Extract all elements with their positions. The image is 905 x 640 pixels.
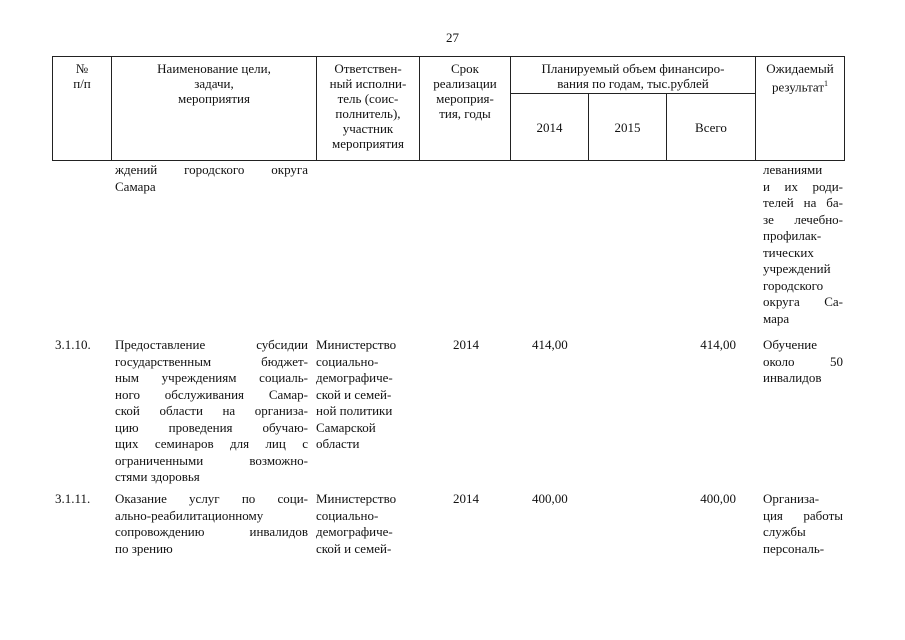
text-line: Министерство [316, 337, 397, 352]
header-2014: 2014 [511, 94, 589, 161]
header-name [112, 57, 317, 161]
text-line: ской и семей- [316, 386, 392, 402]
text-line: Планируемый объем финансиро- [541, 61, 725, 76]
text-line: полнитель), [335, 106, 401, 121]
page-number: 27 [446, 30, 459, 45]
text-line: левaниями [763, 162, 823, 177]
row-name [115, 491, 308, 557]
text-line: ной политики [316, 403, 393, 418]
text-line: ного обслуживания Самар- [115, 386, 308, 402]
header-2015: 2015 [589, 94, 667, 161]
text-line: демографиче- [316, 370, 393, 385]
text-line: ской и семей- [316, 540, 392, 556]
text-line: задачи, [194, 76, 234, 91]
text-line: социально- [316, 353, 379, 369]
header-financing [511, 57, 756, 94]
text-line: мара [763, 310, 790, 326]
text-line: стями здоровья [115, 469, 200, 484]
text-line: мероприятия [177, 91, 250, 106]
row-name [115, 337, 308, 486]
header-num [53, 57, 112, 161]
continued-name [115, 162, 308, 195]
text-line: государственным бюджет- [115, 353, 308, 369]
row-term: 2014 [453, 337, 479, 352]
text-line: учреждений [763, 261, 831, 276]
header-table [52, 56, 845, 161]
row-result [763, 491, 843, 557]
text-line: Срок [451, 61, 479, 76]
text-line: ный исполни- [329, 76, 407, 91]
text-line: инвалидов [763, 370, 822, 385]
text-line: тия, годы [439, 106, 491, 121]
text-line: Наименование цели, [157, 61, 271, 76]
row-responsible [316, 337, 416, 453]
text-line: зе лечебно- [763, 211, 843, 227]
text-line: вания по годам, тыс.рублей [557, 76, 709, 91]
text-line: ально-реабилитационному [115, 507, 264, 523]
text-line: телей на ба- [763, 195, 843, 210]
text-line: ограниченными возможно- [115, 452, 308, 468]
text-line: около 50 [763, 353, 843, 369]
header-result-line: Ожидаемый [766, 61, 834, 76]
row-responsible [316, 491, 416, 557]
text-line: ция работы [763, 507, 843, 523]
text-line: тель (соис- [337, 91, 399, 106]
row-term: 2014 [453, 491, 479, 506]
text-line: демографиче- [316, 524, 393, 539]
text-line: тических [763, 244, 814, 260]
row-num: 3.1.11. [55, 491, 91, 506]
text-line: мероприя- [436, 91, 494, 106]
row-value-2014: 414,00 [532, 337, 568, 352]
text-line: ным учреждениям социаль- [115, 370, 308, 385]
header-total: Всего [667, 94, 756, 161]
text-line: Предоставление субсидии [115, 337, 308, 352]
text-line: службы [763, 524, 806, 539]
text-line: городского [763, 277, 824, 293]
text-line: Министерство [316, 491, 397, 506]
text-line: участник [342, 121, 394, 136]
text-line: Обучение [763, 337, 817, 352]
header-result [756, 57, 845, 161]
text-line: Ответствен- [334, 61, 402, 76]
row-value-total: 414,00 [700, 337, 736, 352]
text-line: и их роди- [763, 178, 843, 194]
row-value-2014: 400,00 [532, 491, 568, 506]
row-result [763, 337, 843, 387]
text-line: профилак- [763, 228, 822, 243]
text-line: щих семинаров для лиц с [115, 436, 308, 451]
text-line: цию проведения обучаю- [115, 419, 308, 435]
text-line: п/п [73, 76, 91, 91]
text-line: сопровождению инвалидов [115, 524, 308, 539]
row-num: 3.1.10. [55, 337, 91, 352]
text-line: мероприятия [331, 136, 404, 151]
header-result-line: результат [771, 79, 825, 95]
text-line: Организа- [763, 491, 820, 506]
continued-result [763, 162, 843, 327]
text-line: Самарской [316, 419, 376, 435]
text-line: ждений городского округа [115, 162, 308, 177]
header-result-footnote: 1 [824, 79, 829, 88]
text-line: № [75, 61, 89, 76]
header-term [420, 57, 511, 161]
text-line: персональ- [763, 540, 825, 556]
row-value-total: 400,00 [700, 491, 736, 506]
text-line: округа Са- [763, 294, 843, 309]
header-responsible [317, 57, 420, 161]
text-line: Оказание услуг по соци- [115, 491, 308, 506]
text-line: реализации [433, 76, 497, 91]
text-line: социально- [316, 507, 379, 523]
text-line: Самара [115, 178, 156, 194]
text-line: по зрению [115, 540, 173, 556]
text-line: ской области на организа- [115, 403, 308, 418]
text-line: области [316, 436, 360, 451]
